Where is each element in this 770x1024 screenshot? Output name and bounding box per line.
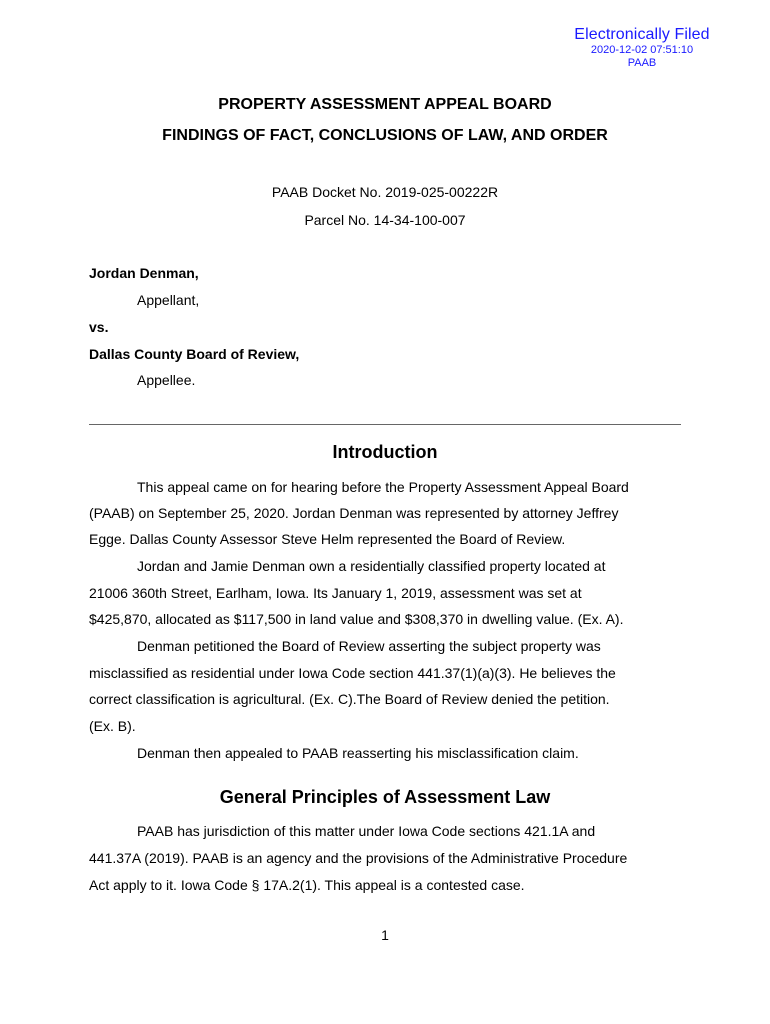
board-title: PROPERTY ASSESSMENT APPEAL BOARD (218, 96, 552, 113)
electronic-filing-stamp (542, 26, 742, 70)
body-line: (Ex. B). (89, 718, 136, 734)
body-line: Egge. Dallas County Assessor Steve Helm represented the Board of Review. (89, 531, 566, 547)
appellant-name: Jordan Denman, (89, 265, 199, 281)
page-number: 1 (381, 927, 389, 943)
stamp-title: Electronically Filed (574, 26, 710, 43)
stamp-datetime: 2020-12-02 07:51:10 (590, 44, 694, 56)
document-title: FINDINGS OF FACT, CONCLUSIONS OF LAW, AND ORDER (162, 127, 608, 144)
parcel-number: Parcel No. 14-34-100-007 (304, 212, 466, 228)
body-line: correct classification is agricultural. (Ex. C).The Board of Review denied the petition. (89, 691, 610, 707)
body-line: Denman then appealed to PAAB reasserting his misclassification claim. (137, 745, 579, 761)
body-line: misclassified as residential under Iowa Code section 441.37(1)(a)(3). He believes the (89, 665, 616, 681)
stamp-agency: PAAB (627, 57, 657, 69)
body-line: 21006 360th Street, Earlham, Iowa. Its January 1, 2019, assessment was set at (89, 585, 582, 601)
body-line: Jordan and Jamie Denman own a residentially classified property located at (137, 558, 606, 574)
docket-number: PAAB Docket No. 2019-025-00222R (271, 184, 499, 200)
introduction-heading: Introduction (332, 442, 438, 462)
versus-label: vs. (89, 319, 109, 335)
appellant-role: Appellant, (137, 292, 200, 308)
section-divider (89, 424, 681, 425)
body-line: Denman petitioned the Board of Review asserting the subject property was (137, 638, 601, 654)
body-line: $425,870, allocated as $117,500 in land value and $308,370 in dwelling value. (Ex. A). (89, 611, 624, 627)
body-line: This appeal came on for hearing before the Property Assessment Appeal Board (137, 479, 629, 495)
appellee-name: Dallas County Board of Review, (89, 346, 300, 362)
appellee-role: Appellee. (137, 372, 196, 388)
body-line: PAAB has jurisdiction of this matter under Iowa Code sections 421.1A and (137, 823, 596, 839)
body-line: (PAAB) on September 25, 2020. Jordan Denman was represented by attorney Jeffrey (89, 505, 619, 521)
body-line: Act apply to it. Iowa Code § 17A.2(1). This appeal is a contested case. (89, 877, 525, 893)
general-principles-heading: General Principles of Assessment Law (219, 787, 551, 807)
body-line: 441.37A (2019). PAAB is an agency and the provisions of the Administrative Procedure (89, 850, 628, 866)
